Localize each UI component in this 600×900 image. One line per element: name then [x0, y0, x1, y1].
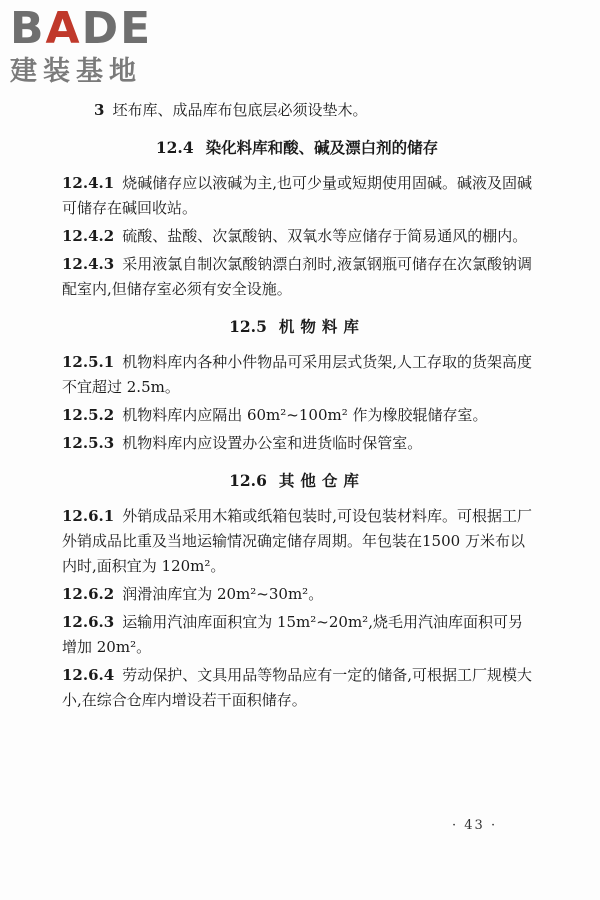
- item-text: 坯布库、成品库布包底层必须设垫木。: [112, 101, 368, 119]
- clause-text: 烧碱储存应以液碱为主,也可少量或短期使用固碱。碱液及固碱可储存在碱回收站。: [62, 174, 532, 217]
- clause-number: 12.6.3: [62, 613, 115, 631]
- clause-12-5-1: [62, 350, 532, 400]
- logo-letter-b: B: [10, 3, 46, 54]
- clause-text: 机物料库内各种小件物品可采用层式货架,人工存取的货架高度不宜超过 2.5m。: [62, 353, 532, 396]
- clause-text: 采用液氯自制次氯酸钠漂白剂时,液氯钢瓶可储存在次氯酸钠调配室内,但储存室必须有安全设施。: [62, 255, 532, 298]
- page-number: · 43 ·: [452, 818, 498, 833]
- clause-number: 12.4.2: [62, 227, 115, 245]
- clause-text: 机物料库内应设置办公室和进货临时保管室。: [122, 434, 423, 452]
- logo-letter-a: A: [45, 3, 82, 54]
- clause-number: 12.6.2: [62, 585, 115, 603]
- clause-number: 12.6.1: [62, 507, 115, 525]
- section-title: 染化料库和酸、碱及漂白剂的储存: [205, 138, 439, 157]
- clause-text: 润滑油库宜为 20m²~30m²。: [122, 585, 324, 603]
- section-heading-12-5: [62, 314, 532, 340]
- clause-text: 外销成品采用木箱或纸箱包装时,可设包装材料库。可根据工厂外销成品比重及当地运输情况确定储存周期。年包装在1500 万米布以内时,面积宜为 120m²。: [62, 507, 532, 575]
- clause-12-4-2: [62, 224, 532, 249]
- clause-number: 12.5.1: [62, 353, 115, 371]
- clause-number: 12.4.1: [62, 174, 115, 192]
- brand-logo: [10, 3, 175, 88]
- item-number: 3: [94, 101, 105, 119]
- section-title: 其他仓库: [278, 471, 365, 490]
- clause-12-6-3: [62, 610, 532, 660]
- clause-number: 12.6.4: [62, 666, 115, 684]
- clause-12-4-3: [62, 252, 532, 302]
- clause-12-6-2: [62, 582, 532, 607]
- clause-12-4-1: [62, 171, 532, 221]
- section-heading-12-6: [62, 468, 532, 494]
- logo-subtitle: 建装基地: [10, 56, 142, 87]
- clause-text: 硫酸、盐酸、次氯酸钠、双氧水等应储存于简易通风的棚内。: [122, 227, 528, 245]
- section-number: 12.4: [155, 138, 194, 157]
- logo-letters-de: DE: [81, 3, 153, 54]
- section-number: 12.6: [229, 471, 267, 490]
- list-item-3: [62, 98, 532, 123]
- clause-12-6-4: [62, 663, 532, 713]
- section-title: 机物料库: [278, 317, 365, 336]
- logo-wordmark: [10, 3, 175, 54]
- clause-text: 劳动保护、文具用品等物品应有一定的储备,可根据工厂规模大小,在综合仓库内增设若干面积储存。: [62, 666, 532, 709]
- clause-text: 运输用汽油库面积宜为 15m²~20m²,烧毛用汽油库面积可另增加 20m²。: [62, 613, 523, 656]
- clause-12-5-3: [62, 431, 532, 456]
- clause-number: 12.5.2: [62, 406, 115, 424]
- section-number: 12.5: [229, 317, 267, 336]
- clause-number: 12.4.3: [62, 255, 115, 273]
- section-heading-12-4: [62, 135, 532, 161]
- clause-number: 12.5.3: [62, 434, 115, 452]
- clause-text: 机物料库内应隔出 60m²~100m² 作为橡胶辊储存室。: [122, 406, 488, 424]
- clause-12-6-1: [62, 504, 532, 579]
- clause-12-5-2: [62, 403, 532, 428]
- document-body: [62, 98, 532, 716]
